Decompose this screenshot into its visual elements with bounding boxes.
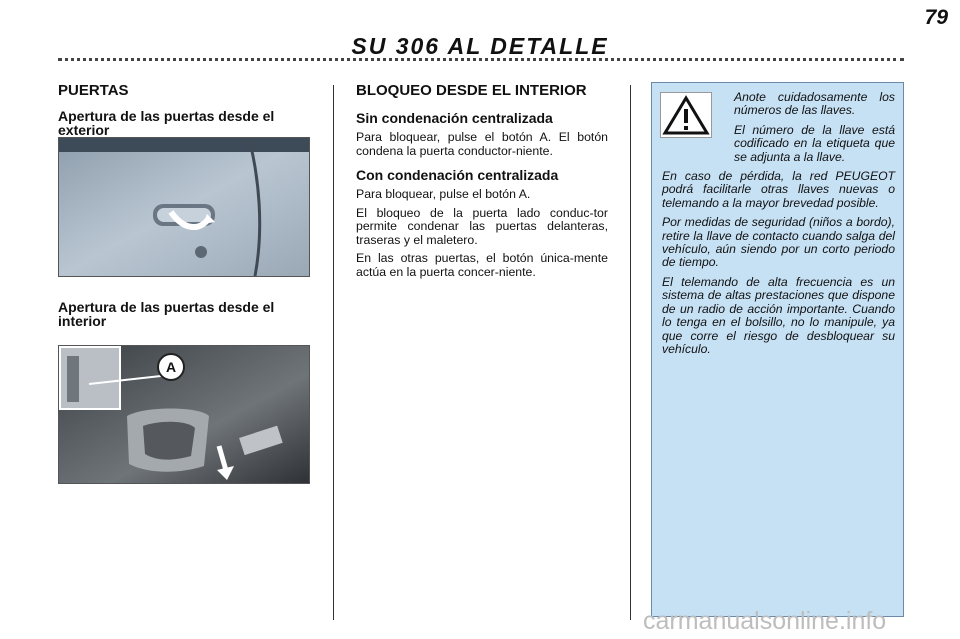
subsection-interior-title: Apertura de las puertas desde el interior xyxy=(58,299,275,329)
column-divider-left xyxy=(333,85,334,620)
section-title-puertas: PUERTAS xyxy=(58,82,129,99)
page-title: SU 306 AL DETALLE xyxy=(351,33,609,59)
sub-2-p3: En las otras puertas, el botón única-mente actúa en la puerta concer-niente. xyxy=(356,251,608,279)
sub-1-title: Sin condenación centralizada xyxy=(356,110,553,126)
warning-box xyxy=(651,82,904,617)
column-divider-right xyxy=(630,85,631,620)
sub-2-title: Con condenación centralizada xyxy=(356,167,559,183)
note-5: El telemando de alta frecuencia es un sistema de altas prestaciones que dispone de un radio de acción importante. Cuando lo tenga en el bolsillo, no lo manipule, ya que corre el riesgo de desbloquear su vehículo. xyxy=(662,274,895,356)
sub-1-text: Para bloquear, pulse el botón A. El botón condena la puerta conductor-niente. xyxy=(356,130,608,158)
note-2: El número de la llave está codificado en la etiqueta que se adjunta a la llave. xyxy=(734,122,895,164)
callout-a: A xyxy=(157,353,185,381)
section-title-bloqueo: BLOQUEO DESDE EL INTERIOR xyxy=(356,82,587,99)
exterior-door-handle-photo xyxy=(58,137,310,277)
sub-2-p1: Para bloquear, pulse el botón A. xyxy=(356,187,531,201)
note-4: Por medidas de seguridad (niños a bordo), retire la llave de contacto cuando salga del vehículo, aún siendo por un corto periodo de tiempo. xyxy=(662,215,895,270)
page-number: 79 xyxy=(924,6,948,29)
warning-triangle-icon xyxy=(660,92,712,138)
left-column xyxy=(58,82,310,137)
subsection-interior xyxy=(58,300,310,328)
watermark: carmanualsonline.info xyxy=(643,607,887,635)
note-1: Anote cuidadosamente los números de las llaves. xyxy=(734,90,895,118)
note-3: En caso de pérdida, la red PEUGEOT podrá facilitarle otras llaves nuevas o telemando a la mayor brevedad posible. xyxy=(662,169,895,210)
header-divider xyxy=(58,58,904,61)
sub-2-p2: El bloqueo de la puerta lado conduc-tor permite condenar las puertas delanteras, traseras y el maletero. xyxy=(356,205,608,247)
subsection-exterior-title: Apertura de las puertas desde el exterior xyxy=(58,108,275,138)
middle-column xyxy=(356,82,608,284)
